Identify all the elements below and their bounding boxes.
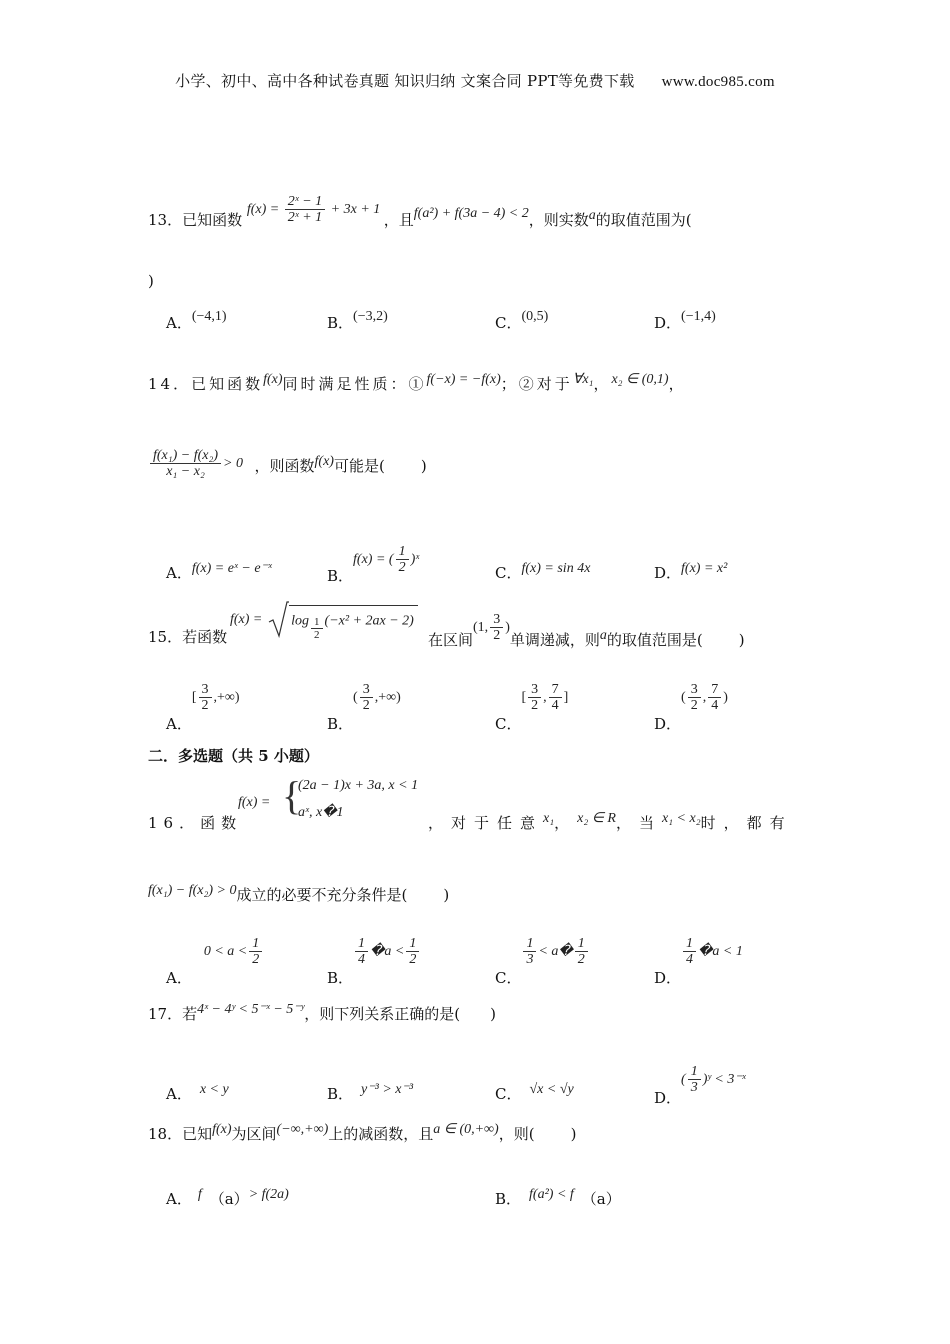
q15-interval-frac bbox=[490, 612, 503, 644]
option-value: (0,5) bbox=[521, 309, 549, 324]
q14-text4: 可能是( bbox=[333, 457, 385, 476]
option-label: B． bbox=[327, 1085, 354, 1103]
q16c-den2: 2 bbox=[577, 952, 585, 968]
option-value: x < y bbox=[199, 1082, 229, 1097]
q15a-left: [ bbox=[191, 690, 197, 706]
q13-formula-lhs: f(x) = bbox=[246, 202, 280, 218]
q16-option-d[interactable] bbox=[654, 936, 743, 988]
question-17 bbox=[148, 1003, 496, 1024]
option-value bbox=[353, 936, 421, 968]
option-value: ( $\frac{3}{2}$ , $\frac{7}{4}$ ) bbox=[681, 682, 728, 714]
option-value bbox=[681, 936, 743, 968]
q14b-num: 1 bbox=[396, 544, 409, 560]
q15b-rest: ,+∞) bbox=[374, 690, 401, 706]
q16b-den2: 2 bbox=[409, 952, 417, 968]
q14-option-c[interactable] bbox=[495, 562, 590, 583]
option-label: A． bbox=[166, 1085, 192, 1103]
q15-option-d[interactable] bbox=[654, 682, 728, 734]
q15-text3: 的取值范围是( bbox=[606, 631, 703, 650]
q15-formula bbox=[230, 600, 418, 641]
q15-interval-den: 2 bbox=[493, 628, 501, 644]
q16-number: 16．函数 bbox=[148, 814, 243, 832]
q15c-num2: 7 bbox=[549, 682, 562, 698]
option-value bbox=[353, 682, 401, 714]
q15d-frac1 bbox=[688, 682, 701, 714]
q16b-num1: 1 bbox=[355, 936, 368, 952]
q14-frac-gt: > 0 bbox=[223, 456, 243, 472]
option-label: D． bbox=[654, 715, 682, 734]
q15b-den: 2 bbox=[362, 698, 370, 714]
option-value bbox=[191, 682, 240, 714]
q16-case2: aˣ, x�1 bbox=[298, 805, 344, 820]
option-label: A． bbox=[166, 564, 192, 582]
q18a-f: f bbox=[197, 1187, 202, 1202]
q16-x2: x₂ ∈ R bbox=[577, 811, 616, 826]
q13-fraction bbox=[285, 194, 325, 226]
q16-text2: ，当 bbox=[615, 814, 662, 832]
q16a-num: 1 bbox=[249, 936, 262, 952]
q15-sqrt-sign bbox=[267, 600, 289, 638]
q16c-den1: 3 bbox=[526, 952, 534, 968]
q16-option-c[interactable] bbox=[495, 936, 590, 988]
q15-number: 15．若函数 bbox=[148, 628, 228, 646]
q15-log-base-den: 2 bbox=[314, 629, 320, 641]
q15-log-base bbox=[311, 616, 323, 641]
question-14 bbox=[148, 373, 687, 394]
question-13 bbox=[148, 194, 692, 238]
q14b-frac bbox=[396, 544, 409, 576]
q18a-rest: > f(2a) bbox=[248, 1187, 289, 1202]
q15c-left: [ bbox=[521, 690, 527, 706]
q14-option-d[interactable] bbox=[654, 562, 727, 583]
q14-close: ) bbox=[420, 457, 427, 476]
q15d-num2: 7 bbox=[708, 682, 721, 698]
q16b-post: �a < bbox=[370, 944, 405, 960]
q15-line-rest bbox=[428, 612, 745, 658]
q13-var: a bbox=[588, 208, 596, 224]
q16c-num2: 1 bbox=[575, 936, 588, 952]
section-title: 二．多选题（共 5 小题） bbox=[148, 747, 319, 765]
option-value bbox=[521, 936, 589, 968]
option-label: B． bbox=[327, 567, 354, 586]
option-label: C． bbox=[495, 564, 522, 582]
option-label: A． bbox=[166, 969, 192, 988]
q15-var: a bbox=[599, 628, 607, 644]
q16b-frac1 bbox=[355, 936, 368, 968]
q13-number: 13．已知函数 bbox=[148, 211, 243, 230]
question-15 bbox=[148, 626, 227, 647]
q15c-right: ] bbox=[563, 690, 569, 706]
q13-formula-rest: + 3x + 1 bbox=[330, 202, 381, 218]
q15-option-a[interactable] bbox=[166, 682, 240, 734]
q15a-rest: ,+∞) bbox=[213, 690, 240, 706]
q15b-left: ( bbox=[353, 690, 358, 706]
q14-comma2: ， bbox=[668, 375, 687, 393]
q14-frac-den: x₁ − x₂ bbox=[166, 464, 205, 480]
q18-text1: 为区间 bbox=[231, 1125, 277, 1143]
q17d-den: 3 bbox=[690, 1080, 698, 1096]
q17d-rhs: )ʸ < 3⁻ˣ bbox=[702, 1072, 746, 1088]
q16c-post: < a� bbox=[538, 944, 573, 960]
q14-text1: 同时满足性质：① bbox=[282, 375, 427, 393]
q18a-a: （a） bbox=[209, 1190, 249, 1208]
q13-close: ) bbox=[148, 272, 154, 290]
q14-x2: x₂ ∈ (0,1) bbox=[611, 372, 669, 387]
option-value bbox=[203, 936, 264, 968]
q15-interval-right: ) bbox=[505, 620, 510, 636]
q15c-den1: 2 bbox=[531, 698, 539, 714]
q16-line-rest bbox=[428, 812, 793, 833]
q15d-right: ) bbox=[723, 690, 728, 706]
q16a-pre: 0 < a < bbox=[203, 944, 248, 960]
option-label: C． bbox=[495, 969, 522, 988]
option-value: f(x) = eˣ − e⁻ˣ bbox=[191, 561, 272, 576]
q14-fraction bbox=[150, 448, 221, 480]
q17-close: ) bbox=[490, 1005, 496, 1023]
header-site: www.doc985.com bbox=[661, 74, 775, 90]
q16-case1: (2a − 1)x + 3a, x < 1 bbox=[298, 778, 419, 793]
option-value: (−3,2) bbox=[353, 309, 388, 324]
option-label: A． bbox=[166, 1190, 192, 1208]
q14-line2 bbox=[148, 448, 427, 484]
q15-text2: 单调递减，则 bbox=[509, 631, 600, 650]
q15d-left: ( bbox=[681, 690, 686, 706]
q18-cond: a ∈ (0,+∞) bbox=[433, 1122, 499, 1137]
q14-option-b[interactable] bbox=[327, 544, 420, 586]
q15d-num1: 3 bbox=[688, 682, 701, 698]
q15-option-c[interactable] bbox=[495, 682, 569, 734]
option-value: f(x) = x² bbox=[681, 561, 728, 576]
q16a-den: 2 bbox=[252, 952, 260, 968]
q15c-frac2 bbox=[549, 682, 562, 714]
option-value: (−1,4) bbox=[681, 309, 716, 324]
q18-close: ) bbox=[570, 1125, 577, 1143]
q13-condition: f(a²) + f(3a − 4) < 2 bbox=[413, 206, 529, 222]
q16c-frac2 bbox=[575, 936, 588, 968]
q18-option-b[interactable] bbox=[495, 1188, 621, 1209]
option-label: B． bbox=[327, 969, 354, 988]
q17d-lhs: ( bbox=[681, 1072, 686, 1088]
q14-prop1: f(−x) = −f(x) bbox=[426, 372, 501, 387]
option-label: B． bbox=[327, 715, 354, 734]
q17-option-d[interactable] bbox=[654, 1064, 746, 1108]
q16-text4: 成立的必要不充分条件是( bbox=[236, 886, 408, 904]
option-label: D． bbox=[654, 1089, 682, 1108]
q15-sqrt-content bbox=[289, 605, 418, 641]
q15d-den2: 4 bbox=[711, 698, 719, 714]
q18b-a: （a） bbox=[581, 1190, 621, 1208]
header-text: 小学、初中、高中各种试卷真题 知识归纳 文案合同 PPT等免费下载 bbox=[175, 72, 635, 90]
q16-comma: ， bbox=[554, 814, 578, 832]
q18-option-a[interactable] bbox=[166, 1188, 289, 1209]
q15-log-base-num: 1 bbox=[311, 616, 323, 629]
q15-text1: 在区间 bbox=[428, 631, 474, 650]
q16-piecewise bbox=[238, 776, 271, 810]
q16b-num2: 1 bbox=[406, 936, 419, 952]
q16-text3: 时，都有 bbox=[700, 814, 793, 832]
option-value: (−4,1) bbox=[191, 309, 227, 324]
q13-option-d[interactable] bbox=[654, 309, 716, 333]
q13-fraction-num: 2ˣ − 1 bbox=[285, 194, 325, 210]
option-value: √x < √y bbox=[529, 1082, 574, 1097]
q16-brace-icon: { bbox=[282, 773, 302, 818]
q14-fraction-expr bbox=[148, 448, 247, 480]
q16b-den1: 4 bbox=[358, 952, 366, 968]
q13-option-a[interactable] bbox=[166, 309, 227, 333]
question-18 bbox=[148, 1123, 576, 1144]
option-label: A． bbox=[166, 715, 192, 734]
page-header bbox=[0, 70, 950, 91]
q13-tail: ，则实数 bbox=[528, 211, 589, 230]
q14-comma: ， bbox=[593, 375, 612, 393]
q15a-frac bbox=[199, 682, 212, 714]
option-label: C． bbox=[495, 1085, 522, 1103]
q16-f-lhs: f(x) = bbox=[238, 795, 271, 810]
q16a-frac bbox=[249, 936, 262, 968]
q17d-num: 1 bbox=[688, 1064, 701, 1080]
q14-fx-2: f(x) bbox=[314, 454, 334, 470]
q16-line2 bbox=[148, 884, 449, 905]
option-label: D． bbox=[654, 969, 682, 988]
q17d-frac bbox=[688, 1064, 701, 1096]
q14-fx: f(x) bbox=[263, 372, 283, 387]
q14-text2: ；②对于 bbox=[500, 375, 573, 393]
q16c-frac1 bbox=[523, 936, 536, 968]
q18-number: 18．已知 bbox=[148, 1125, 213, 1143]
q15d-frac2 bbox=[708, 682, 721, 714]
q15d-den1: 2 bbox=[690, 698, 698, 714]
question-16 bbox=[148, 812, 242, 833]
q16b-frac2 bbox=[406, 936, 419, 968]
q15b-frac bbox=[360, 682, 373, 714]
q13-option-c[interactable] bbox=[495, 309, 549, 333]
q16-cond: x₁ < x₂ bbox=[661, 811, 701, 826]
q18-fx: f(x) bbox=[212, 1122, 232, 1137]
q16-close: ) bbox=[443, 886, 450, 904]
option-value: [ $\frac{3}{2}$ , $\frac{7}{4}$ ] bbox=[521, 682, 569, 714]
q15c-num1: 3 bbox=[528, 682, 541, 698]
q14-forall: ∀x₁ bbox=[572, 372, 594, 387]
q14b-lhs: f(x) = ( bbox=[353, 552, 394, 568]
option-value: y⁻³ > x⁻³ bbox=[361, 1082, 414, 1097]
option-label: B． bbox=[495, 1190, 522, 1208]
q15a-den: 2 bbox=[201, 698, 209, 714]
q16-text1: ，对于任意 bbox=[428, 814, 544, 832]
option-label: D． bbox=[654, 314, 682, 332]
q13-option-b[interactable] bbox=[327, 309, 388, 333]
q15-interval-left: (1, bbox=[473, 620, 489, 636]
q15-interval-num: 3 bbox=[490, 612, 503, 628]
q17-option-c[interactable] bbox=[495, 1083, 574, 1104]
q13-tail2: 的取值范围为( bbox=[595, 211, 692, 230]
q13-formula bbox=[246, 194, 384, 226]
q14-number: 14．已知函数 bbox=[148, 375, 264, 393]
q16d-num: 1 bbox=[683, 936, 696, 952]
option-value: f(x) = sin 4x bbox=[521, 561, 591, 576]
option-value bbox=[681, 1064, 746, 1096]
q13-mid: ，且 bbox=[383, 211, 414, 230]
option-label: D． bbox=[654, 564, 682, 582]
q15a-num: 3 bbox=[199, 682, 212, 698]
q14b-den: 2 bbox=[398, 560, 406, 576]
q16c-num1: 1 bbox=[523, 936, 536, 952]
q16d-frac bbox=[683, 936, 696, 968]
q13-fraction-den: 2ˣ + 1 bbox=[287, 210, 323, 226]
q14-text3: ，则函数 bbox=[254, 457, 315, 476]
q16d-post: �a < 1 bbox=[698, 944, 743, 960]
q14b-rhs: )ˣ bbox=[410, 552, 420, 568]
q16-ineq: f(x₁) − f(x₂) > 0 bbox=[148, 883, 237, 898]
option-label: C． bbox=[495, 314, 522, 332]
q15c-frac1 bbox=[528, 682, 541, 714]
q18-text3: ，则( bbox=[498, 1125, 535, 1143]
q14-frac-num: f(x₁) − f(x₂) bbox=[150, 448, 221, 464]
q16-option-a[interactable] bbox=[166, 936, 264, 988]
q16-option-b[interactable] bbox=[327, 936, 421, 988]
q14-option-a[interactable] bbox=[166, 562, 272, 583]
q17-option-a[interactable] bbox=[166, 1083, 229, 1104]
q16d-den: 4 bbox=[686, 952, 694, 968]
q15-log-arg: (−x² + 2ax − 2) bbox=[324, 613, 414, 629]
option-label: A． bbox=[166, 314, 192, 332]
q15-option-b[interactable] bbox=[327, 682, 401, 734]
q15c-den2: 4 bbox=[551, 698, 559, 714]
q15b-num: 3 bbox=[360, 682, 373, 698]
q17-cond: 4ˣ − 4ʸ < 5⁻ˣ − 5⁻ʸ bbox=[197, 1002, 305, 1017]
q15-f-lhs: f(x) = bbox=[230, 612, 263, 627]
q16-x1: x₁ bbox=[543, 811, 555, 826]
q17-option-b[interactable] bbox=[327, 1083, 413, 1104]
option-value bbox=[353, 544, 420, 576]
q15-interval bbox=[473, 612, 510, 644]
q15-close: ) bbox=[738, 631, 745, 650]
q18-text2: 上的减函数，且 bbox=[328, 1125, 434, 1143]
option-label: B． bbox=[327, 314, 354, 332]
q17-text: ，则下列关系正确的是( bbox=[304, 1005, 461, 1023]
q18-interval: (−∞,+∞) bbox=[276, 1122, 329, 1137]
q15-log: log bbox=[291, 613, 310, 629]
q17-number: 17．若 bbox=[148, 1005, 198, 1023]
q18b-value: f(a²) < f bbox=[529, 1187, 574, 1202]
option-label: C． bbox=[495, 715, 522, 734]
